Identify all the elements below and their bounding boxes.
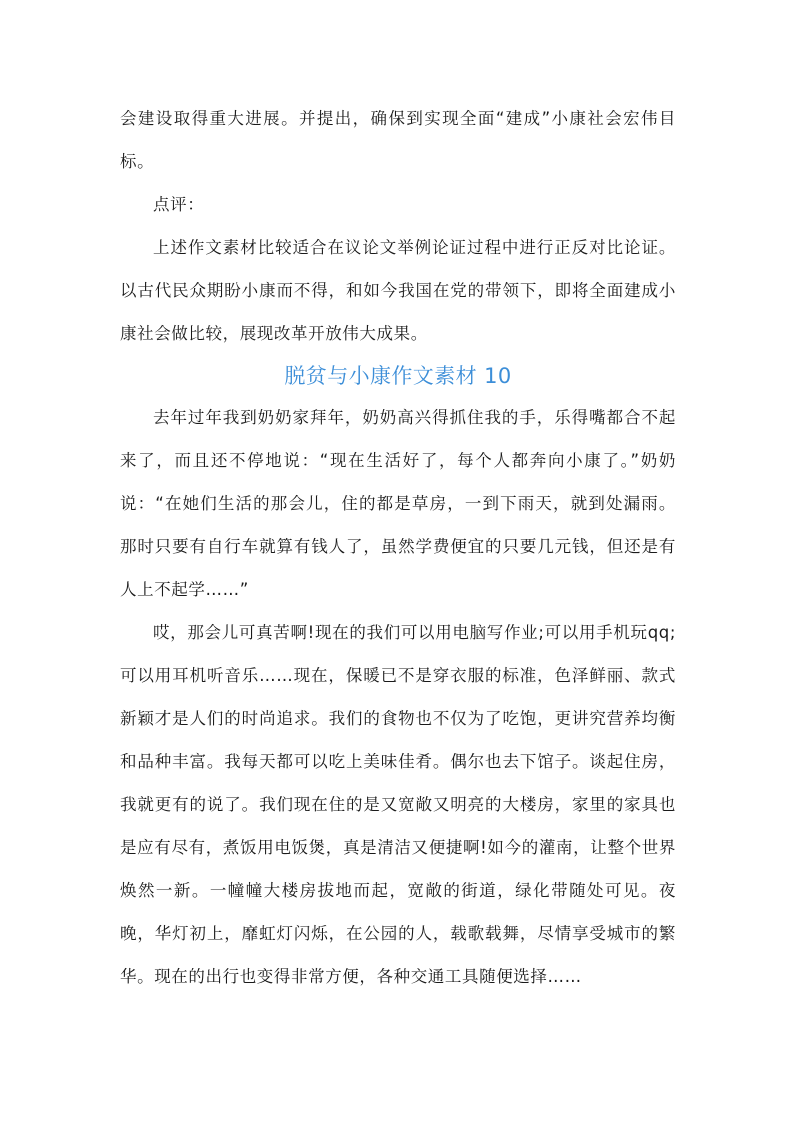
paragraph-intro-continuation: 会建设取得重大进展。并提出，确保到实现全面“建成”小康社会宏伟目标。 [120, 109, 676, 171]
paragraph-modern-life: 哎，那会儿可真苦啊!现在的我们可以用电脑写作业;可以用手机玩qq;可以用耳机听音乐……现在，保暖已不是穿衣服的标准，色泽鲜丽、款式新颖才是人们的时尚追求。我们的食物也不仅为了吃饱，更讲究营养均衡和品种丰富。我每天都可以吃上美味佳肴。偶尔也去下馆子。谈起住房，我就更有的说了。我们现在住的是又宽敞又明亮的大楼房，家里的家具也是应有尽有，煮饭用电饭煲，真是清洁又便捷啊!如今的灌南，让整个世界焕然一新。一幢幢大楼房拔地而起，宽敞的街道，绿化带随处可见。夜晚，华灯初上，靡虹灯闪烁，在公园的人，载歌载舞，尽情享受城市的繁华。现在的出行也变得非常方便，各种交通工具随便选择…… [120, 623, 676, 986]
document-body [120, 97, 676, 998]
section-heading: 脱贫与小康作文素材 10 [284, 364, 512, 388]
paragraph-comment-label: 点评： [153, 195, 205, 214]
paragraph-comment-body: 上述作文素材比较适合在议论文举例论证过程中进行正反对比论证。以古代民众期盼小康而不得，和如今我国在党的带领下，即将全面建成小康社会做比较，展现改革开放伟大成果。 [120, 238, 676, 343]
paragraph-grandma-story: 去年过年我到奶奶家拜年，奶奶高兴得抓住我的手，乐得嘴都合不起来了，而且还不停地说：“现在生活好了，每个人都奔向小康了。”奶奶说：“在她们生活的那会儿，住的都是草房，一到下雨天，就到处漏雨。那时只要有自行车就算有钱人了，虽然学费便宜的只要几元钱，但还是有人上不起学……” [120, 408, 676, 599]
